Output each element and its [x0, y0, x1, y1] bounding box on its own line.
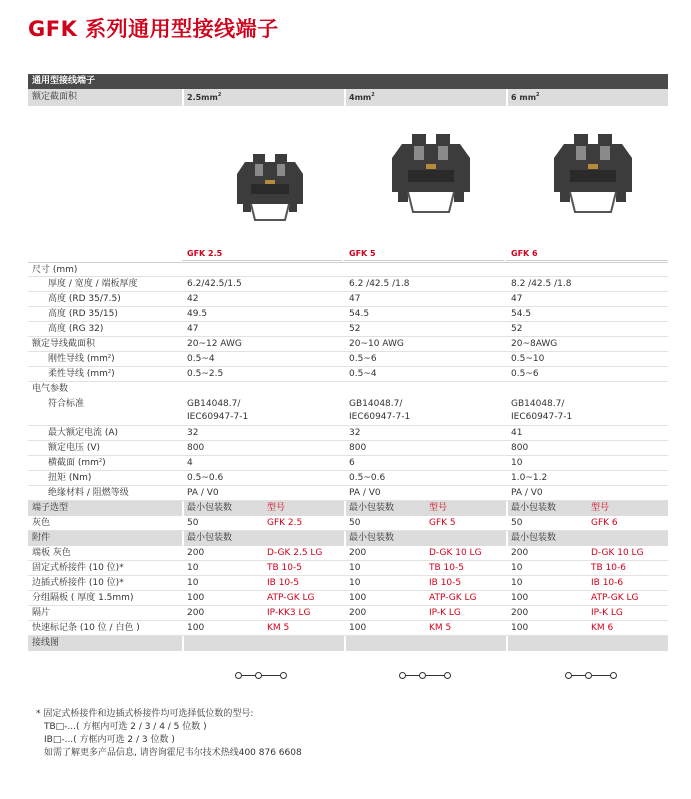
accessory-row: 端板 灰色 200 D-GK 2.5 LG 200 D-GK 10 LG 200 D-GK 10 LG	[28, 546, 668, 561]
size-row: 额定截面积 $2.5mm^2$ $4mm^2$ 6 $mm^2$	[28, 89, 668, 106]
spec-table	[28, 74, 668, 701]
dim-row: 高度 (RD 35/15) 49.5 54.5 54.5	[28, 307, 668, 322]
size-3: 6 $mm^2$	[511, 92, 540, 102]
accessory-row: 快速标记条 (10 位 / 白色 ) 100 KM 5 100 KM 5 100 KM 6	[28, 621, 668, 636]
current-row: 最大额定电流 (A) 32 32 41	[28, 426, 668, 441]
cross-section-row: 横截面 $(mm^2)$ 4 6 10	[28, 456, 668, 471]
rigid-wire-row: 刚性导线 $(mm^2)$ 0.5~4 0.5~6 0.5~10	[28, 352, 668, 367]
accessory-row: 固定式桥接件 (10 位)* 10 TB 10-5 10 TB 10-5 10 TB 10-6	[28, 561, 668, 576]
torque-row: 扭矩 (Nm) 0.5~0.6 0.5~0.6 1.0~1.2	[28, 471, 668, 486]
terminal-block-image-gfk25	[231, 150, 309, 230]
gray-color-row: 灰色 50 GFK 2.5 50 GFK 5 50 GFK 6	[28, 516, 668, 531]
dim-row: 高度 (RG 32) 47 52 52	[28, 322, 668, 337]
accessory-row: 分组隔板 ( 厚度 1.5mm) 100 ATP-GK LG 100 ATP-GK LG 100 ATP-GK LG	[28, 591, 668, 606]
wiring-diagram-icon	[235, 671, 287, 681]
standard-row: 符合标准 GB14048.7/ IEC60947-7-1 GB14048.7/ IEC60947-7-1 GB14048.7/ IEC60947-7-1	[28, 397, 668, 426]
product-images	[28, 106, 668, 246]
page-title: GFK 系列通用型接线端子	[28, 17, 279, 41]
terminal-block-image-gfk6	[548, 130, 638, 224]
accessory-row: 边插式桥接件 (10 位)* 10 IB 10-5 10 IB 10-5 10 IB 10-6	[28, 576, 668, 591]
terminal-select-header: 端子选型 最小包装数 型号 最小包装数 型号 最小包装数 型号	[28, 501, 668, 516]
wiring-diagrams	[28, 651, 668, 701]
footnote: * 固定式桥接件和边插式桥接件均可选择低位数的型号: TB□-...( 方框内可选 2 / 3 / 4 / 5 位数 ) IB□-...( 方框内可选 2 / 3 位数 ) 如需了解更多产品信息, 请咨询霍尼韦尔技术热线400 876 6608	[36, 709, 302, 758]
dim-row: 高度 (RD 35/7.5) 42 47 47	[28, 292, 668, 307]
accessory-row: 隔片 200 IP-KK3 LG 200 IP-K LG 200 IP-K LG	[28, 606, 668, 621]
terminal-block-image-gfk5	[386, 130, 476, 224]
size-2: $4mm^2$	[349, 92, 375, 102]
electrical-header: 电气参数	[32, 384, 69, 394]
flex-wire-row: 柔性导线 $(mm^2)$ 0.5~2.5 0.5~4 0.5~6	[28, 367, 668, 382]
insulation-row: 绝缘材料 / 阻燃等级 PA / V0 PA / V0 PA / V0	[28, 486, 668, 501]
model-row: GFK 2.5 GFK 5 GFK 6	[28, 246, 668, 262]
wiring-diagram-icon	[565, 671, 617, 681]
rated-cross-row: 额定导线截面积 20~12 AWG 20~10 AWG 20~8AWG	[28, 337, 668, 352]
size-1: $2.5mm^2$	[187, 92, 222, 102]
dim-row: 厚度 / 宽度 / 端板厚度 6.2/42.5/1.5 6.2 /42.5 /1.8 8.2 /42.5 /1.8	[28, 277, 668, 292]
wiring-header: 接线图	[28, 636, 668, 651]
voltage-row: 额定电压 (V) 800 800 800	[28, 441, 668, 456]
accessories-header: 附件 最小包装数 最小包装数 最小包装数	[28, 531, 668, 546]
wiring-diagram-icon	[399, 671, 451, 681]
section-header: 通用型接线端子	[28, 74, 668, 89]
dimensions-header: 尺寸 (mm)	[28, 262, 668, 277]
